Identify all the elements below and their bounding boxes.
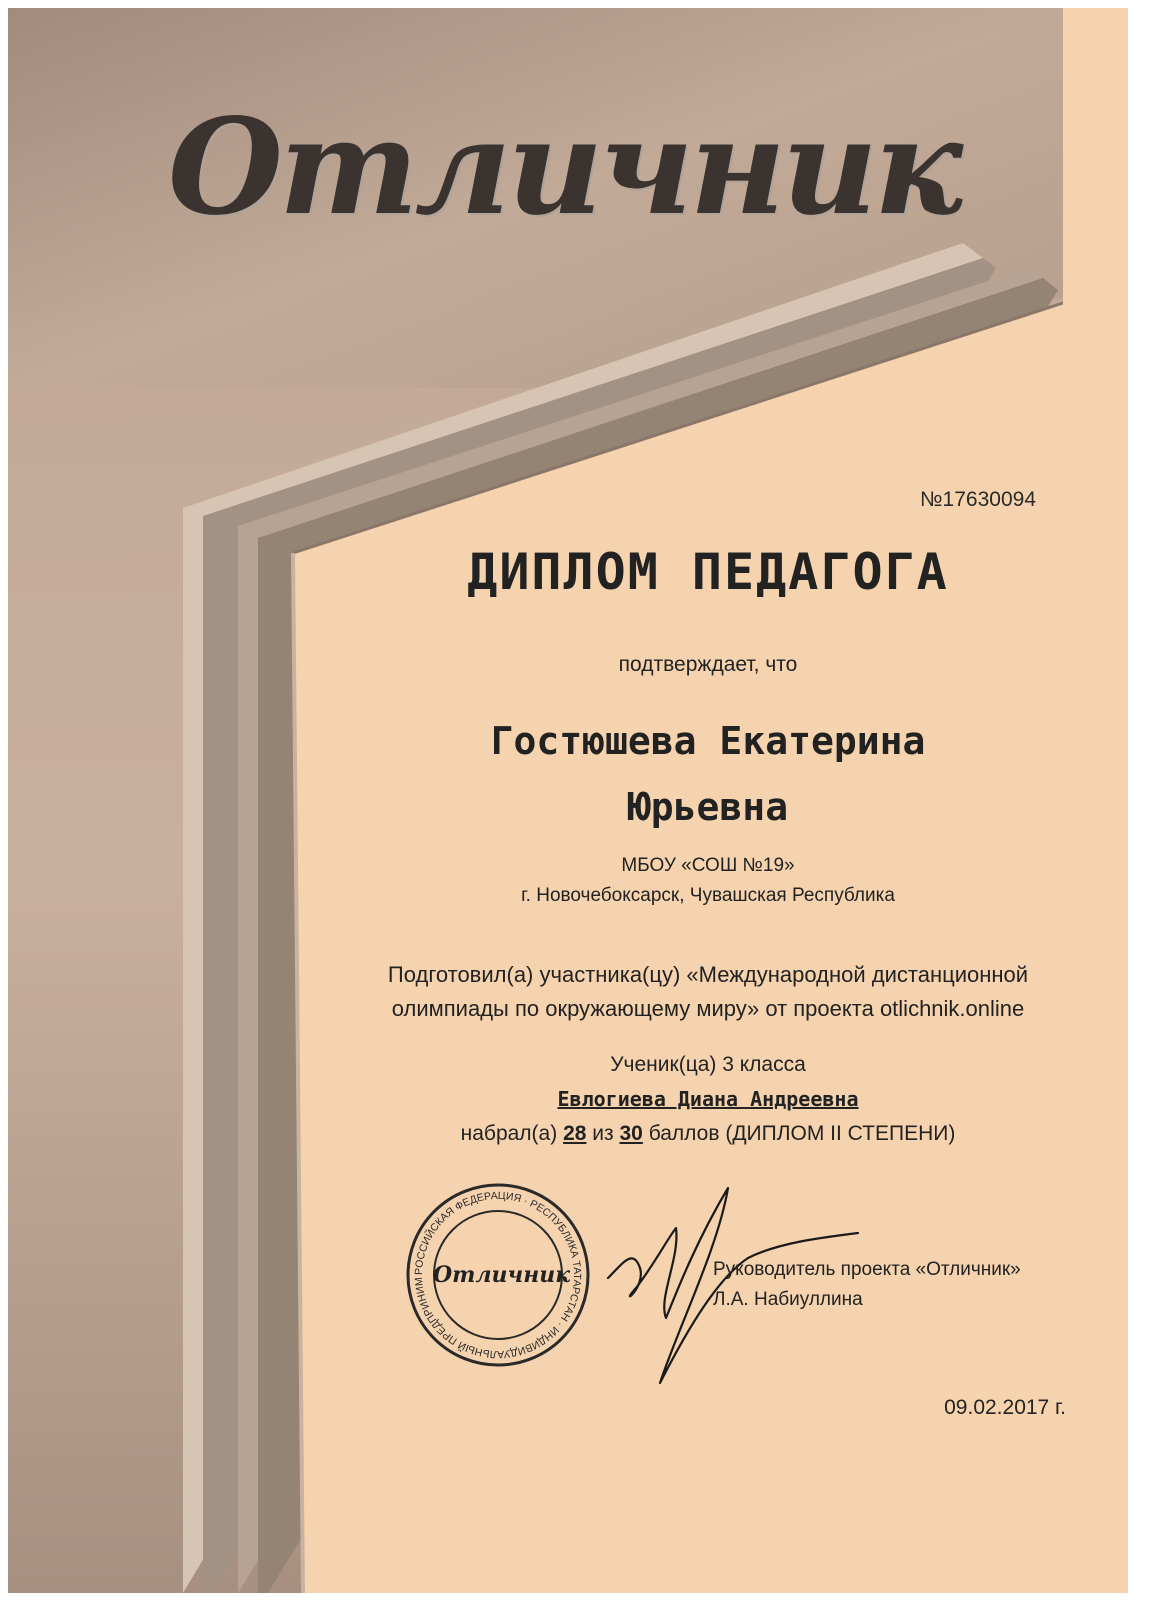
olympiad-line-2: олимпиады по окружающему миру» от проекта otlichnik.online xyxy=(391,996,1025,1021)
score-suffix: баллов (ДИПЛОМ II СТЕПЕНИ) xyxy=(648,1122,956,1145)
student-grade: Ученик(ца) 3 класса xyxy=(610,1053,806,1076)
diploma-number: №17630094 xyxy=(920,488,1036,511)
recipient-line-1: Гостюшева Екатерина xyxy=(490,719,926,763)
student-name: Евлогиева Диана Андреевна xyxy=(557,1087,859,1111)
school-name: МБОУ «СОШ №19» xyxy=(621,855,795,876)
project-leader xyxy=(713,1255,1021,1315)
score-of: из xyxy=(592,1122,614,1145)
leader-title: Руководитель проекта «Отличник» xyxy=(713,1259,1021,1280)
logo-otlichnik: Отличник xyxy=(168,90,960,245)
recipient-line-2: Юрьевна xyxy=(627,785,789,829)
score-prefix: набрал(а) xyxy=(460,1122,558,1145)
score-max: 30 xyxy=(619,1122,643,1145)
confirms-text: подтверждает, что xyxy=(618,653,798,676)
student-result xyxy=(308,1048,1108,1151)
olympiad-description xyxy=(308,958,1108,1026)
diploma-sheet xyxy=(8,8,1128,1593)
school-info xyxy=(308,851,1108,911)
issue-date: 09.02.2017 г. xyxy=(944,1396,1066,1419)
recipient-name xyxy=(308,708,1108,840)
school-location: г. Новочебоксарск, Чувашская Республика xyxy=(521,885,895,906)
stamp-ring-text: РОССИЙСКАЯ ФЕДЕРАЦИЯ · РЕСПУБЛИКА ТАТАРСТАН · ИНДИВИДУАЛЬНЫЙ ПРЕДПРИНИМ xyxy=(412,1189,584,1361)
olympiad-line-1: Подготовил(а) участника(цу) «Международной дистанционной xyxy=(387,962,1029,987)
leader-name: Л.А. Набиуллина xyxy=(713,1289,863,1310)
diploma-title: ДИПЛОМ ПЕДАГОГА xyxy=(467,543,949,601)
score-value: 28 xyxy=(563,1122,587,1145)
stamp-center-text: Отличник xyxy=(433,1262,571,1288)
score-line xyxy=(308,1117,1108,1151)
